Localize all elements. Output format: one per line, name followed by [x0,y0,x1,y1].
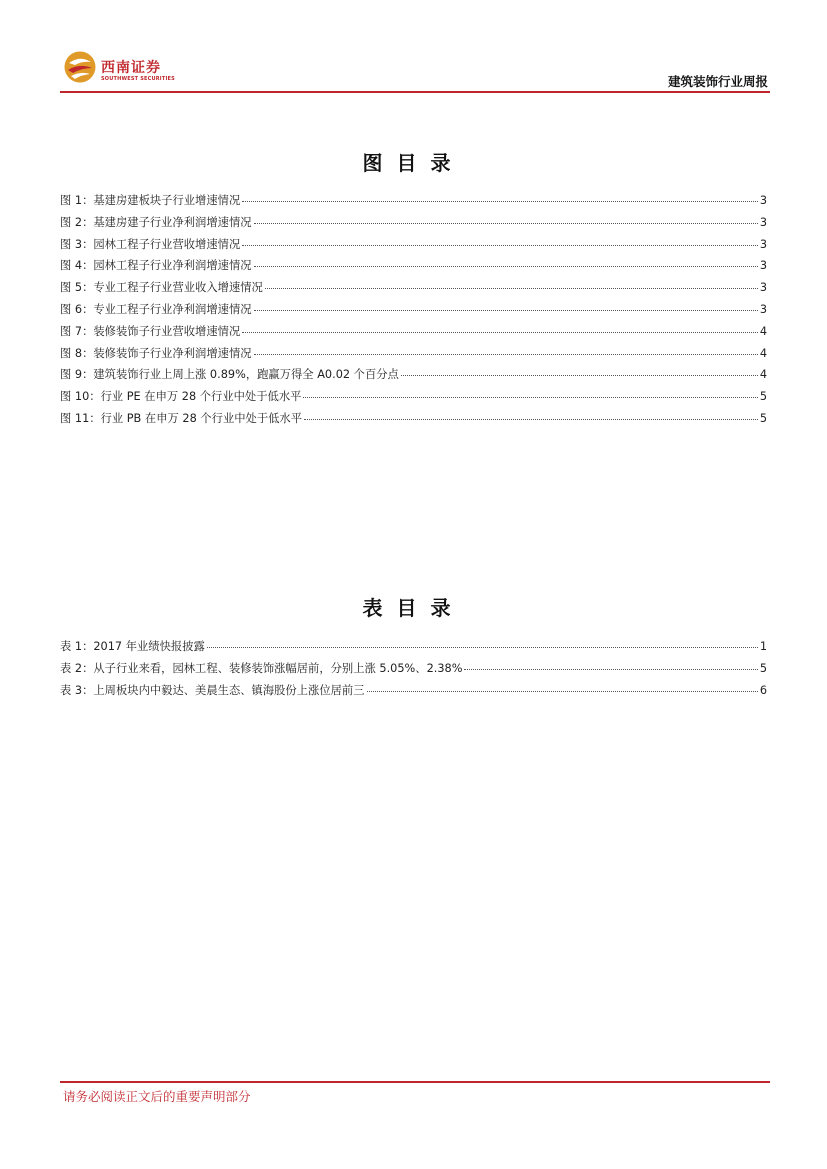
page-header [60,46,770,92]
figure-entry[interactable] [60,213,767,235]
figure-entry[interactable] [60,191,767,213]
entry-prefix: 表 1： [60,640,94,653]
dot-leader [242,320,758,333]
entry-prefix: 图 3： [60,237,94,251]
entry-prefix: 图 9： [60,368,94,382]
table-index-title: 表目录 [362,596,465,620]
figure-entry[interactable] [60,235,767,257]
entry-page: 3 [759,215,767,229]
dot-leader [265,276,758,289]
entry-page: 5 [759,390,767,404]
dot-leader [207,635,758,648]
entry-label: 上周板块内中毅达、美晨生态、镇海股份上涨位居前三 [93,683,365,697]
company-logo [63,50,175,84]
figure-entry[interactable] [60,387,767,409]
entry-label: 专业工程子行业营业收入增速情况 [93,281,263,295]
header-divider [60,91,770,93]
entry-page: 5 [759,411,767,425]
entry-prefix: 图 7： [60,324,94,338]
entry-label: 建筑装饰行业上周上涨 0.89%，跑赢万得全 A0.02 个百分点 [93,368,399,382]
entry-label: 2017 年业绩快报披露 [93,640,205,653]
table-entry[interactable] [60,659,767,681]
figure-entry[interactable] [60,409,767,431]
dot-leader [401,363,758,376]
dot-leader [242,233,758,246]
entry-prefix: 图 11： [60,411,101,425]
entry-label: 基建房建子行业净利润增速情况 [93,215,252,229]
entry-prefix: 图 6： [60,302,94,316]
entry-label: 装修装饰子行业营收增速情况 [93,324,241,338]
entry-prefix: 图 1： [60,194,94,207]
entry-label: 从子行业来看，园林工程、装修装饰涨幅居前，分别上涨 5.05%、2.38% [93,661,463,675]
entry-page: 3 [759,259,767,273]
entry-page: 1 [759,640,767,653]
figure-entry[interactable] [60,300,767,322]
entry-label: 行业 PE 在申万 28 个行业中处于低水平 [100,390,302,404]
dot-leader [464,657,757,670]
entry-label: 基建房建板块子行业增速情况 [93,194,241,207]
entry-label: 园林工程子行业营收增速情况 [93,237,241,251]
entry-label: 行业 PB 在申万 28 个行业中处于低水平 [100,411,303,425]
dot-leader [367,679,758,692]
logo-chinese-name: 西南证券 [101,60,161,76]
company-logo-icon [63,50,97,84]
figure-entry[interactable] [60,344,767,366]
figure-entry[interactable] [60,322,767,344]
figure-index-list [60,191,767,431]
logo-english-name: SOUTHWEST SECURITIES [101,76,175,82]
figure-entry[interactable] [60,365,767,387]
table-index-list [60,637,767,702]
dot-leader [254,298,758,311]
entry-page: 3 [759,281,767,295]
dot-leader [254,211,758,224]
entry-prefix: 图 2： [60,215,94,229]
table-entry[interactable] [60,681,767,703]
entry-label: 装修装饰子行业净利润增速情况 [93,346,252,360]
entry-page: 4 [759,346,767,360]
entry-prefix: 图 4： [60,259,94,273]
dot-leader [242,189,758,202]
dot-leader [303,385,757,398]
entry-prefix: 图 10： [60,390,101,404]
entry-page: 3 [759,194,767,207]
figure-index-title: 图目录 [362,151,465,175]
disclaimer-note: 请务必阅读正文后的重要声明部分 [63,1089,251,1104]
table-entry[interactable] [60,637,767,659]
dot-leader [254,254,758,267]
dot-leader [254,342,758,355]
entry-prefix: 表 3： [60,683,94,697]
entry-prefix: 表 2： [60,661,94,675]
footer-divider [60,1081,770,1083]
report-title: 建筑装饰行业周报 [667,74,768,89]
entry-page: 5 [759,661,767,675]
entry-label: 园林工程子行业净利润增速情况 [93,259,252,273]
figure-entry[interactable] [60,278,767,300]
entry-label: 专业工程子行业净利润增速情况 [93,302,252,316]
dot-leader [304,407,758,420]
entry-page: 4 [759,324,767,338]
figure-entry[interactable] [60,256,767,278]
entry-page: 3 [759,237,767,251]
entry-prefix: 图 8： [60,346,94,360]
entry-prefix: 图 5： [60,281,94,295]
entry-page: 4 [759,368,767,382]
entry-page: 3 [759,302,767,316]
entry-page: 6 [759,683,767,697]
